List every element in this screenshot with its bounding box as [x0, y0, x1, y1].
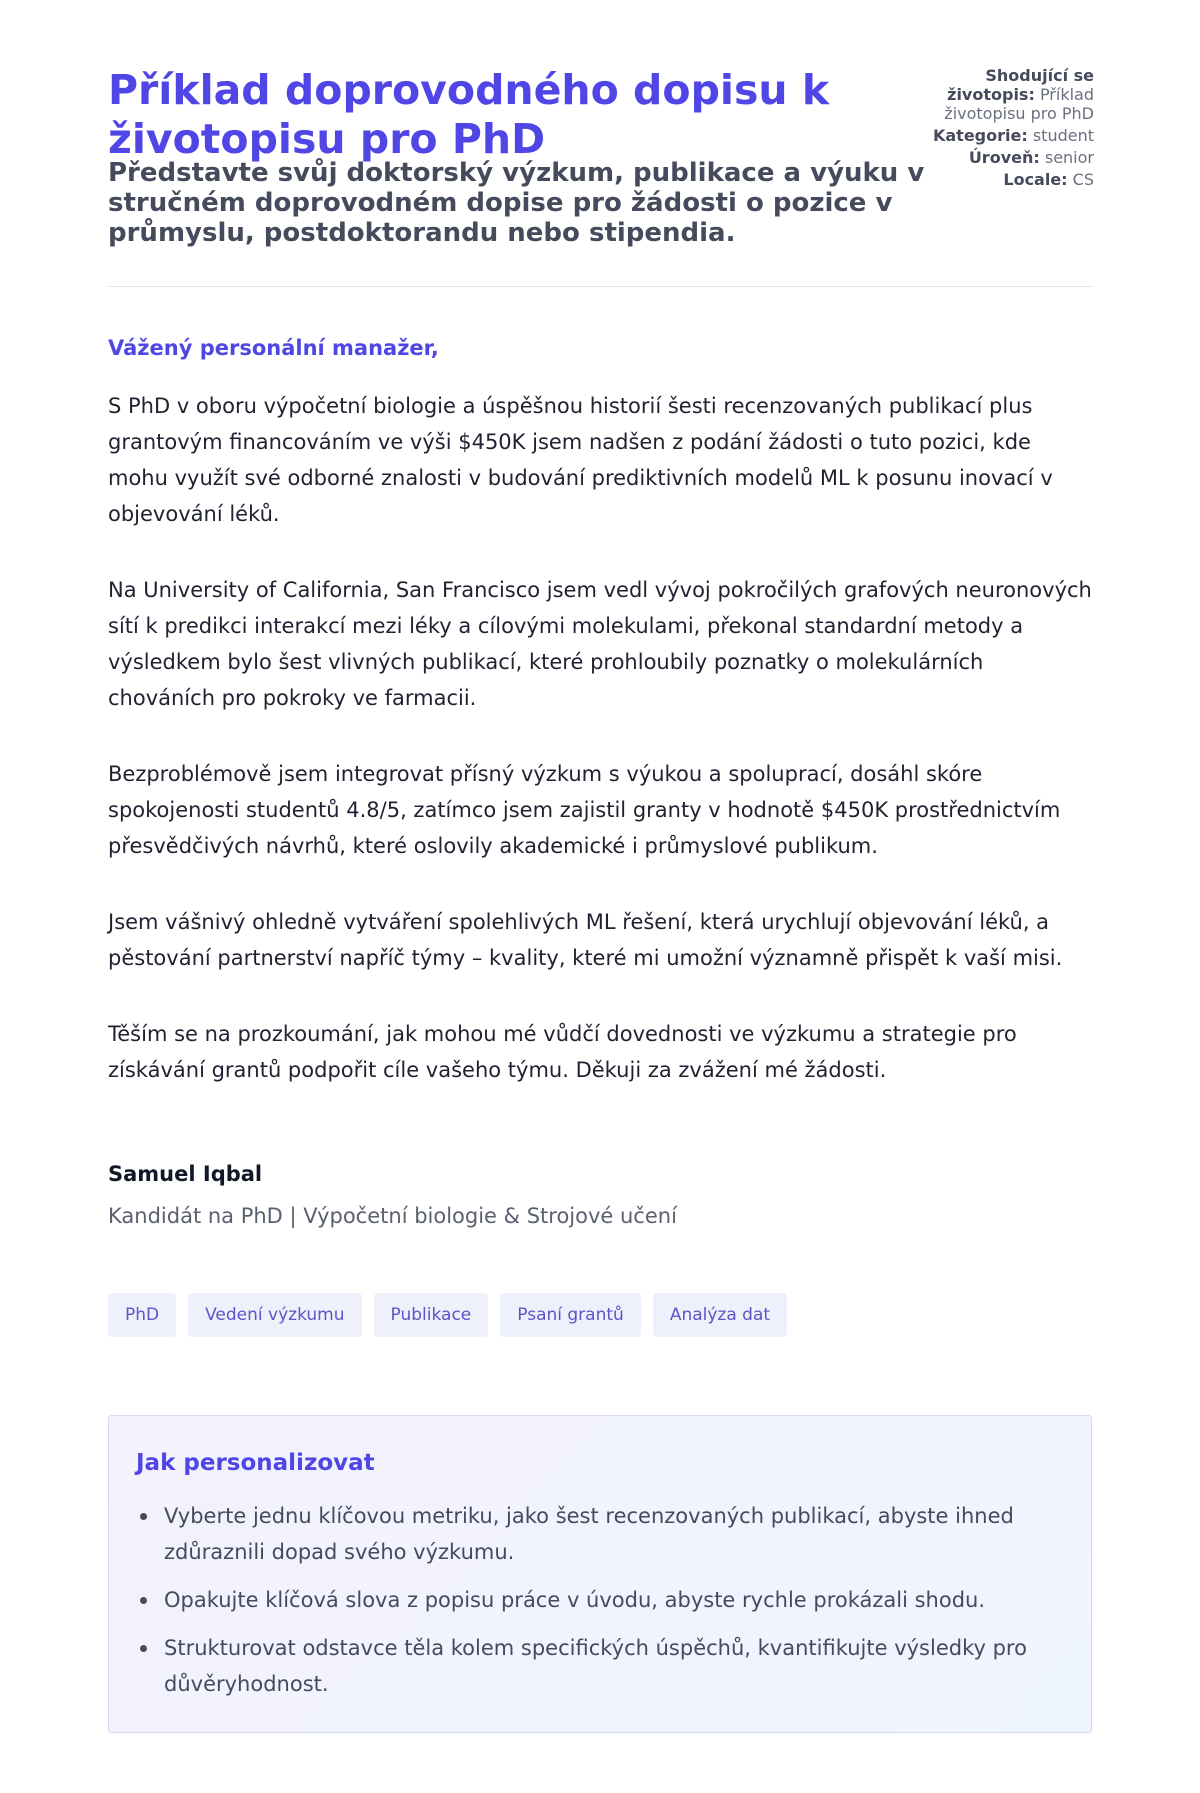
level-label: Úroveň: — [968, 148, 1040, 167]
bullet-icon — [140, 1645, 147, 1652]
matching-resume-meta — [914, 66, 1094, 123]
matching-resume-label: Shodující se životopis: — [947, 66, 1094, 104]
letter-body — [108, 388, 1093, 1128]
category-meta — [914, 126, 1094, 145]
tip-text: Opakujte klíčová slova z popisu práce v úvodu, abyste rychle prokázali shodu. — [164, 1588, 986, 1612]
page-title: Příklad doprovodného dopisu k životopisu pro PhD — [108, 66, 830, 163]
category-label: Kategorie: — [932, 126, 1028, 145]
matching-resume-value: Příklad životopisu pro PhD — [944, 85, 1094, 123]
tip-text: Vyberte jednu klíčovou metriku, jako šest recenzovaných publikací, abyste ihned zdůraznili dopad svého výzkumu. — [164, 1504, 1014, 1564]
tip-item — [136, 1582, 1056, 1618]
metadata-panel — [914, 66, 1094, 192]
locale-value: CS — [1072, 170, 1094, 189]
category-value: student — [1032, 126, 1094, 145]
tip-item — [136, 1630, 1056, 1702]
document-header — [108, 66, 1094, 287]
level-value: senior — [1044, 148, 1094, 167]
locale-meta — [914, 170, 1094, 189]
level-meta — [914, 148, 1094, 167]
tips-title: Jak personalizovat — [136, 1450, 375, 1476]
locale-label: Locale: — [1003, 170, 1068, 189]
skill-tag: Vedení výzkumu — [188, 1293, 361, 1337]
letter-greeting: Vážený personální manažer, — [108, 336, 439, 360]
letter-paragraph: Na University of California, San Francisco jsem vedl vývoj pokročilých grafových neuronových sítí k predikci interakcí mezi léky a cílovými molekulami, překonal standardní metody a výsledkem bylo šest vlivných publikací, které prohloubily poznatky o molekulárních chováních pro pokroky ve farmacii. — [108, 578, 1092, 710]
letter-paragraph: S PhD v oboru výpočetní biologie a úspěšnou historií šesti recenzovaných publikací plus grantovým financováním ve výši $450K jsem nadšen z podání žádosti o tuto pozici, kde mohu využít své odborné znalosti v budování prediktivních modelů ML k posunu inovací v objevování léků. — [108, 394, 1053, 526]
letter-paragraph: Těším se na prozkoumání, jak mohou mé vůdčí dovednosti ve výzkumu a strategie pro získávání grantů podpořit cíle vašeho týmu. Děkuji za zvážení mé žádosti. — [108, 1022, 1017, 1082]
signature-name: Samuel Iqbal — [108, 1162, 263, 1186]
skill-tag: PhD — [108, 1293, 176, 1337]
letter-paragraph: Jsem vášnivý ohledně vytváření spolehlivých ML řešení, která urychlují objevování léků, a pěstování partnerství napříč týmy – kvality, které mi umožní významně přispět k vaší misi. — [108, 910, 1063, 970]
bullet-icon — [140, 1513, 147, 1520]
bullet-icon — [140, 1597, 147, 1604]
skill-tag: Publikace — [374, 1293, 489, 1337]
skill-tags — [108, 1293, 787, 1337]
tip-text: Strukturovat odstavce těla kolem specifických úspěchů, kvantifikujte výsledky pro důvěryhodnost. — [164, 1636, 1027, 1696]
signature-role: Kandidát na PhD | Výpočetní biologie & Strojové učení — [108, 1204, 677, 1228]
personalization-tips-box — [108, 1415, 1092, 1733]
page-subtitle: Představte svůj doktorský výzkum, publikace a výuku v stručném doprovodném dopise pro žádosti o pozice v průmyslu, postdoktorandu nebo stipendia. — [108, 158, 925, 248]
tips-list — [136, 1498, 1056, 1714]
skill-tag: Analýza dat — [653, 1293, 787, 1337]
tip-item — [136, 1498, 1056, 1570]
skill-tag: Psaní grantů — [500, 1293, 641, 1337]
letter-paragraph: Bezproblémově jsem integrovat přísný výzkum s výukou a spoluprací, dosáhl skóre spokojenosti studentů 4.8/5, zatímco jsem zajistil granty v hodnotě $450K prostřednictvím přesvědčivých návrhů, které oslovily akademické i průmyslové publikum. — [108, 762, 1061, 858]
